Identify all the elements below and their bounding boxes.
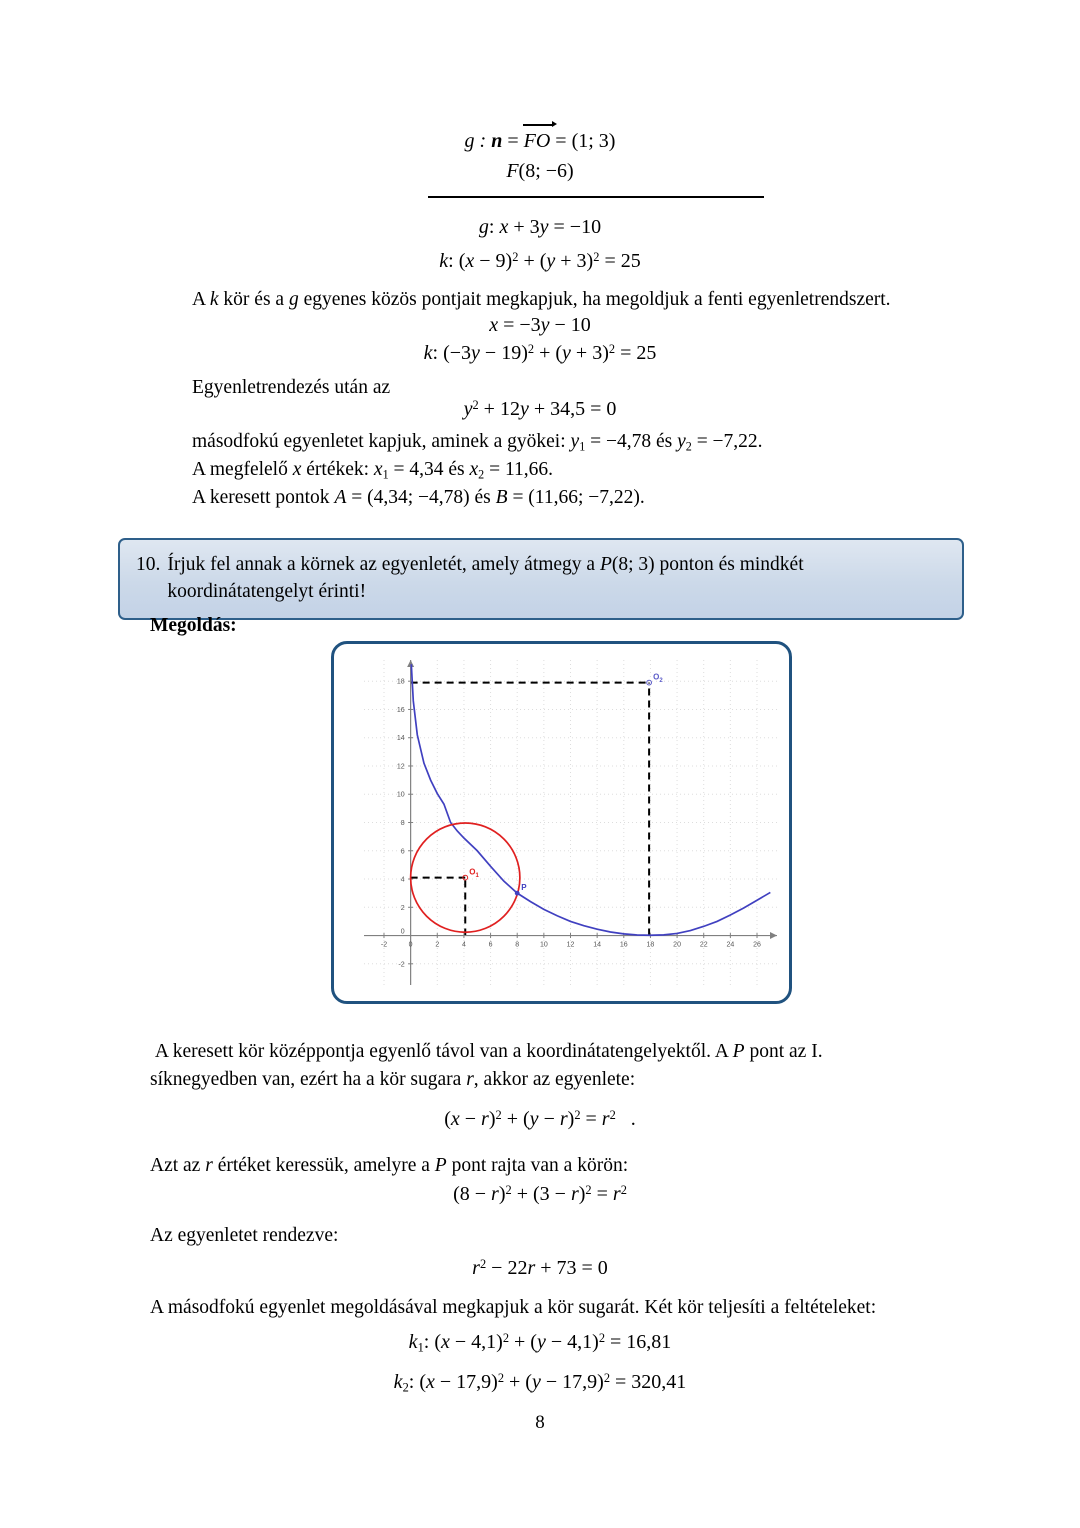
plot-point-markers — [463, 673, 663, 896]
page-number: 8 — [535, 1412, 545, 1433]
horizontal-divider — [428, 196, 764, 198]
svg-text:4: 4 — [461, 941, 466, 949]
problem-number: 10. — [136, 554, 161, 575]
equation-g-line: g: x + 3y = −10 — [478, 216, 602, 238]
svg-text:2: 2 — [400, 904, 405, 912]
svg-text:6: 6 — [488, 941, 493, 949]
svg-text:18: 18 — [646, 941, 655, 949]
paragraph-two-circles: A másodfokú egyenlet megoldásával megkapjuk a kör sugarát. Két kör teljesíti a feltételeket: — [150, 1297, 877, 1318]
svg-text:14: 14 — [593, 941, 602, 949]
svg-text:-2: -2 — [380, 941, 388, 949]
eq-n-value: (1; 3) — [571, 130, 616, 152]
svg-text:0: 0 — [408, 941, 413, 949]
svg-text:8: 8 — [515, 941, 520, 949]
svg-text:20: 20 — [673, 941, 681, 949]
equation-g-normal-vector — [0, 126, 1080, 186]
svg-text:O2: $O_2$ — [653, 672, 663, 685]
vector-arrow-icon — [552, 121, 557, 127]
svg-text:18: 18 — [396, 678, 405, 686]
paragraph-roots: másodfokú egyenletet kapjuk, aminek a gyökei: $y_1 = -4,78$ és $y_2 = -7,22$. — [192, 431, 763, 454]
equation-F-point: F(8; −6) — [506, 160, 574, 182]
equation-results-g-k — [0, 212, 1080, 276]
equation-quadratic-y: $y^2 + 12y + 34,5 = 0$ — [463, 398, 617, 420]
eq-equals-1: = — [507, 130, 519, 152]
paragraph-quadrant: síknegyedben van, ezért ha a kör sugara r, akkor az egyenlete: — [150, 1069, 636, 1090]
equation-k1-result: $k_1$: $(x - 4,1)^2 + (y - 4,1)^2 = 16,81$ — [408, 1331, 672, 1355]
coordinate-plot-figure — [331, 641, 792, 1004]
svg-text:16: 16 — [396, 706, 405, 714]
svg-text:12: 12 — [396, 763, 405, 771]
paragraph-after-rearrange: Egyenletrendezés után az — [192, 377, 391, 398]
paragraph-rearranged: Az egyenletet rendezve: — [150, 1225, 339, 1246]
svg-text:4: 4 — [400, 876, 405, 884]
svg-text:8: 8 — [400, 820, 405, 827]
paragraph-common-points: A k kör és a g egyenes közös pontjait megkapjuk, ha megoldjuk a fenti egyenletrendszert. — [192, 289, 891, 310]
eq-g-label: g : — [464, 130, 487, 152]
problem-line-2: koordinátatengelyt érinti! — [167, 581, 367, 602]
svg-text:O1: $O_1$ — [469, 867, 479, 880]
equation-x-substitution: x = −3y − 10 — [489, 314, 591, 336]
svg-text:-2: -2 — [398, 961, 405, 969]
svg-text:26: 26 — [753, 941, 761, 949]
svg-text:P: P — [521, 883, 527, 893]
svg-text:12: 12 — [566, 941, 575, 949]
svg-text:10: 10 — [539, 941, 548, 949]
svg-text:0: 0 — [400, 928, 405, 936]
equation-k2-result: $k_2$: $(x - 17,9)^2 + (y - 17,9)^2 = 320,41$ — [393, 1371, 687, 1395]
vector-FO: FO — [524, 126, 551, 156]
eq-F-coords: (8; −6) — [518, 160, 574, 182]
coordinate-plot-svg — [334, 644, 789, 1001]
problem-statement-box — [118, 538, 964, 620]
svg-text:10: 10 — [396, 791, 405, 799]
equation-quadratic-r: $r^2 - 22r + 73 = 0$ — [472, 1257, 608, 1279]
equation-k-substituted: k: $(-3y - 19)^2 + (y + 3)^2 = 25$ — [423, 342, 657, 364]
equation-general-circle: $(x - r)^2 + (y - r)^2 = r^2$ . — [444, 1108, 636, 1130]
svg-text:16: 16 — [619, 941, 628, 949]
equation-substitute-P: $(8 - r)^2 + (3 - r)^2 = r^2$ — [453, 1183, 627, 1205]
eq-equals-2: = — [555, 130, 567, 152]
svg-text:24: 24 — [726, 941, 735, 949]
paragraph-find-r: Azt az r értéket keressük, amelyre a P pont rajta van a körön: — [150, 1155, 629, 1176]
solution-label: Megoldás: — [150, 615, 237, 636]
svg-text:6: 6 — [400, 848, 405, 856]
paragraph-x-values: A megfelelő x értékek: $x_1 = 4,34$ és $x_2 = 11,66$. — [192, 459, 553, 482]
paragraph-found-points: A keresett pontok A = (4,34; −4,78) és B = (11,66; −7,22). — [192, 487, 645, 508]
problem-text — [167, 551, 946, 605]
problem-line-1: Írjuk fel annak a körnek az egyenletét, amely átmegy a P(8; 3) ponton és mindkét — [167, 554, 804, 575]
equation-k-circle: k: $(x - 9)^2 + (y + 3)^2 = 25$ — [439, 249, 641, 272]
svg-text:2: 2 — [435, 941, 440, 949]
svg-text:14: 14 — [396, 735, 405, 743]
paragraph-center-equidistant: A keresett kör középpontja egyenlő távol van a koordinátatengelyektől. A P pont az I. — [150, 1041, 823, 1062]
svg-text:22: 22 — [699, 941, 708, 949]
eq-n-symbol: n — [491, 130, 503, 152]
equation-trailing-period: . — [630, 1108, 636, 1130]
